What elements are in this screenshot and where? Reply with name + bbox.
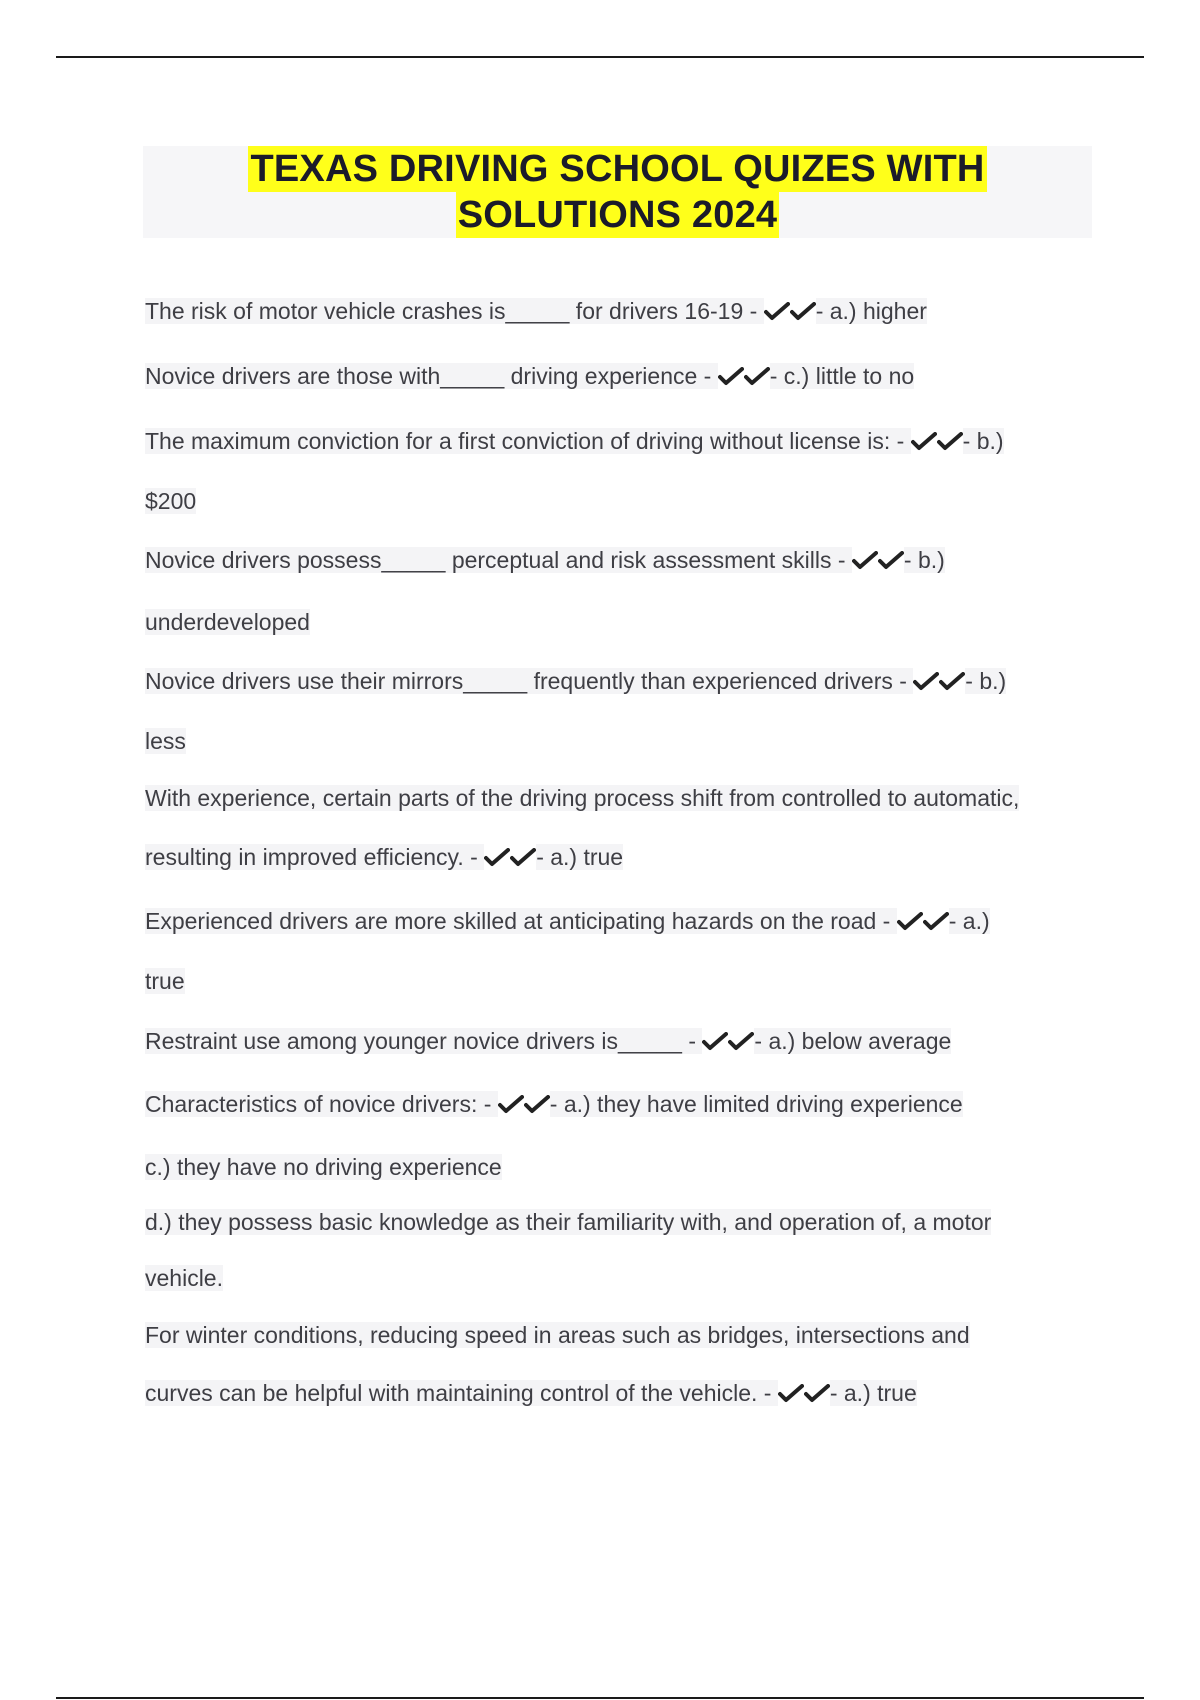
page-title-line-1: TEXAS DRIVING SCHOOL QUIZES WITH — [250, 148, 985, 190]
answer-text: - a.) — [948, 908, 990, 934]
question-text: With experience, certain parts of the driving process shift from controlled to automatic, — [145, 785, 1020, 811]
answer-text: - b.) — [965, 668, 1007, 694]
check-icon — [939, 672, 965, 692]
quiz-line — [145, 296, 927, 326]
quiz-line — [145, 1089, 963, 1119]
answer-text: - a.) higher — [815, 298, 927, 324]
quiz-line — [145, 426, 1004, 456]
answer-continuation: $200 — [145, 488, 197, 514]
answer-text: - a.) true — [536, 844, 624, 870]
quiz-line — [145, 607, 310, 637]
question-text: Restraint use among younger novice drivers is_____ - — [145, 1028, 703, 1054]
answer-text: - a.) they have limited driving experience — [549, 1091, 963, 1117]
check-icon — [484, 848, 510, 868]
question-text: For winter conditions, reducing speed in areas such as bridges, intersections and — [145, 1322, 970, 1348]
question-text: Characteristics of novice drivers: - — [145, 1091, 498, 1117]
question-text: Novice drivers are those with_____ driving experience - — [145, 363, 718, 389]
check-icon — [510, 848, 536, 868]
quiz-line — [145, 1263, 223, 1293]
answer-text: - b.) — [903, 547, 945, 573]
question-text: The maximum conviction for a first conviction of driving without license is: - — [145, 428, 911, 454]
quiz-line — [145, 966, 185, 996]
question-text: Novice drivers use their mirrors_____ frequently than experienced drivers - — [145, 668, 914, 694]
quiz-line — [145, 361, 914, 391]
check-icon — [524, 1095, 550, 1115]
answer-continuation: vehicle. — [145, 1265, 223, 1291]
check-icon — [913, 672, 939, 692]
quiz-line — [145, 1378, 917, 1408]
header-rule — [56, 56, 1144, 58]
quiz-line — [145, 666, 1006, 696]
answer-text: - a.) true — [829, 1380, 917, 1406]
check-icon — [937, 432, 963, 452]
answer-text: - a.) below average — [754, 1028, 952, 1054]
check-icon — [852, 551, 878, 571]
question-text: Experienced drivers are more skilled at anticipating hazards on the road - — [145, 908, 897, 934]
check-icon — [911, 432, 937, 452]
quiz-line — [145, 726, 186, 756]
quiz-line — [145, 486, 196, 516]
check-icon — [764, 302, 790, 322]
check-icon — [498, 1095, 524, 1115]
page-title-line-2: SOLUTIONS 2024 — [457, 194, 778, 236]
footer-rule — [56, 1697, 1144, 1699]
quiz-line — [145, 1152, 502, 1182]
check-icon — [790, 302, 816, 322]
quiz-line — [145, 1026, 951, 1056]
check-icon — [878, 551, 904, 571]
answer-text: - b.) — [962, 428, 1004, 454]
check-icon — [804, 1384, 830, 1404]
answer-continuation: true — [145, 968, 185, 994]
question-text: curves can be helpful with maintaining control of the vehicle. - — [145, 1380, 778, 1406]
quiz-line — [145, 1320, 970, 1350]
title-block — [143, 146, 1092, 238]
answer-text: - c.) little to no — [769, 363, 915, 389]
question-text: Novice drivers possess_____ perceptual and risk assessment skills - — [145, 547, 852, 573]
question-text: The risk of motor vehicle crashes is_____ for drivers 16-19 - — [145, 298, 764, 324]
quiz-line — [145, 842, 623, 872]
check-icon — [718, 367, 744, 387]
question-text: resulting in improved efficiency. - — [145, 844, 485, 870]
quiz-line — [145, 783, 1019, 813]
check-icon — [744, 367, 770, 387]
check-icon — [702, 1032, 728, 1052]
answer-option: c.) they have no driving experience — [145, 1154, 502, 1180]
quiz-line — [145, 1207, 991, 1237]
check-icon — [897, 912, 923, 932]
answer-continuation: less — [145, 728, 186, 754]
answer-option: d.) they possess basic knowledge as their familiarity with, and operation of, a motor — [145, 1209, 992, 1235]
check-icon — [728, 1032, 754, 1052]
check-icon — [923, 912, 949, 932]
quiz-line — [145, 906, 990, 936]
answer-continuation: underdeveloped — [145, 609, 310, 635]
check-icon — [778, 1384, 804, 1404]
quiz-line — [145, 545, 945, 575]
